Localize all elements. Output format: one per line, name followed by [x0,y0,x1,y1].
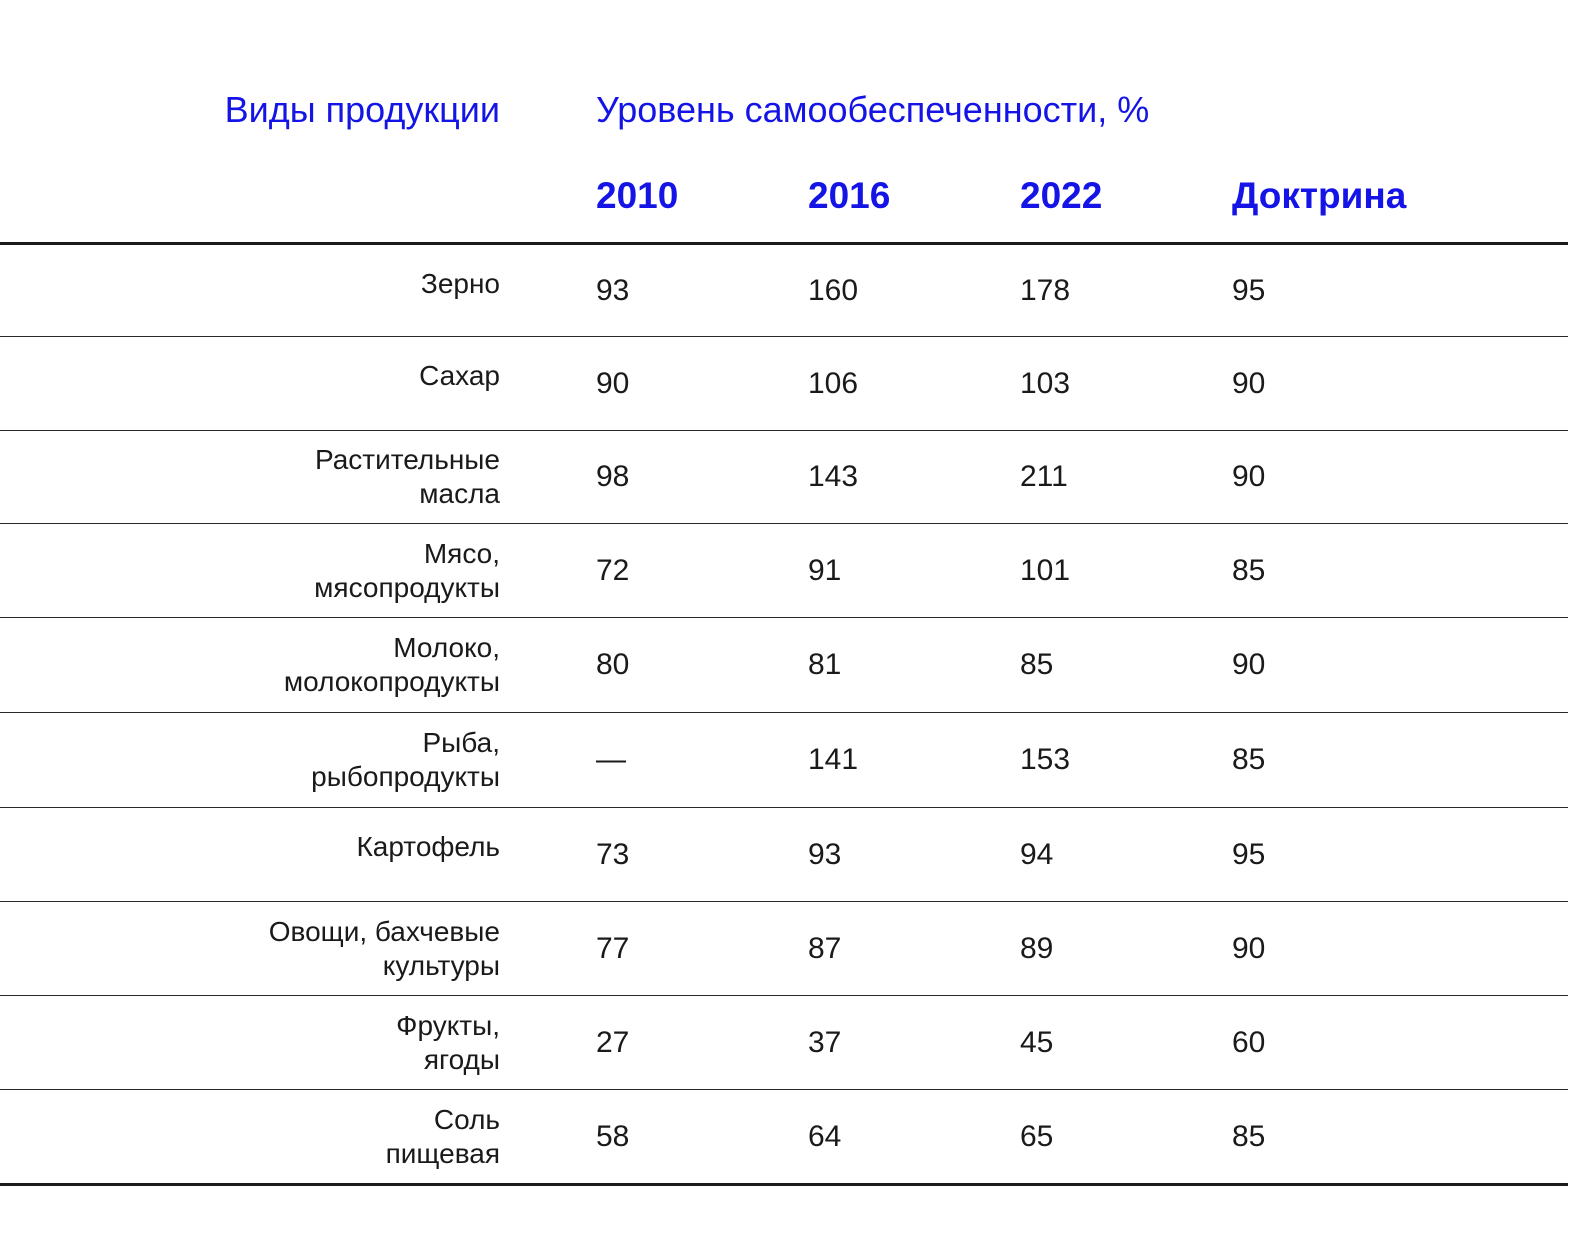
table-row [0,337,1568,431]
row-label: Сахар [419,360,500,391]
cell-2010: 58 [596,1119,630,1153]
self-sufficiency-level-header: Уровень самообеспеченности, % [596,89,1150,130]
cell-2016: 160 [808,273,859,307]
cell-2022: 103 [1020,366,1071,400]
cell-2016: 143 [808,460,859,493]
cell-2010: 73 [596,837,630,871]
cell-doctrine: 85 [1232,553,1266,587]
cell-doctrine: 90 [1232,931,1266,965]
cell-2010: 80 [596,648,630,681]
row-label: Картофель [356,831,500,862]
cell-2022: 153 [1020,743,1071,776]
cell-2016: 81 [808,648,842,681]
cell-doctrine: 85 [1232,1119,1266,1153]
cell-2010: — [596,743,626,776]
cell-doctrine: 95 [1232,837,1266,871]
table-row [0,808,1568,902]
product-type-header: Виды продукции [224,89,500,130]
cell-2022: 94 [1020,837,1054,871]
column-header-2010: 2010 [596,175,679,216]
cell-2010: 93 [596,273,630,307]
cell-doctrine: 85 [1232,743,1266,776]
row-label: Молоко, молокопродукты [283,632,500,697]
cell-2010: 90 [596,366,630,400]
cell-doctrine: 60 [1232,1025,1266,1059]
cell-doctrine: 95 [1232,273,1266,307]
table-row [0,618,1568,713]
cell-2010: 98 [596,460,630,493]
column-header-2016: 2016 [808,175,891,216]
cell-2016: 141 [808,743,859,776]
column-header-2022: 2022 [1020,175,1103,216]
table-row [0,902,1568,996]
table-bottom-rule [0,1183,1568,1186]
cell-2010: 77 [596,931,630,965]
row-label: Мясо, мясопродукты [314,537,500,603]
cell-2022: 89 [1020,931,1054,965]
table-row [0,245,1568,337]
cell-doctrine: 90 [1232,648,1266,681]
cell-2022: 101 [1020,553,1071,587]
cell-2016: 91 [808,553,842,587]
cell-2016: 106 [808,366,859,400]
row-label: Растительные масла [314,444,500,509]
column-header-doctrine: Доктрина [1232,175,1407,216]
cell-2016: 93 [808,837,842,871]
cell-2016: 64 [808,1119,842,1153]
row-label: Овощи, бахчевые культуры [268,915,500,981]
table-row [0,713,1568,808]
cell-2010: 72 [596,553,630,587]
cell-doctrine: 90 [1232,366,1266,400]
row-label: Зерно [420,268,500,299]
cell-2016: 37 [808,1025,842,1059]
cell-2022: 65 [1020,1119,1054,1153]
table-row [0,524,1568,618]
cell-2022: 85 [1020,648,1054,681]
row-label: Соль пищевая [385,1103,500,1169]
cell-2022: 178 [1020,273,1071,307]
row-label: Рыба, рыбопродукты [311,727,500,792]
cell-doctrine: 90 [1232,460,1266,493]
row-label: Фрукты, ягоды [396,1009,500,1075]
cell-2016: 87 [808,931,842,965]
cell-2010: 27 [596,1025,630,1059]
cell-2022: 211 [1020,460,1068,493]
table-row [0,1090,1568,1183]
table-row [0,996,1568,1090]
table-row [0,431,1568,524]
cell-2022: 45 [1020,1025,1054,1059]
